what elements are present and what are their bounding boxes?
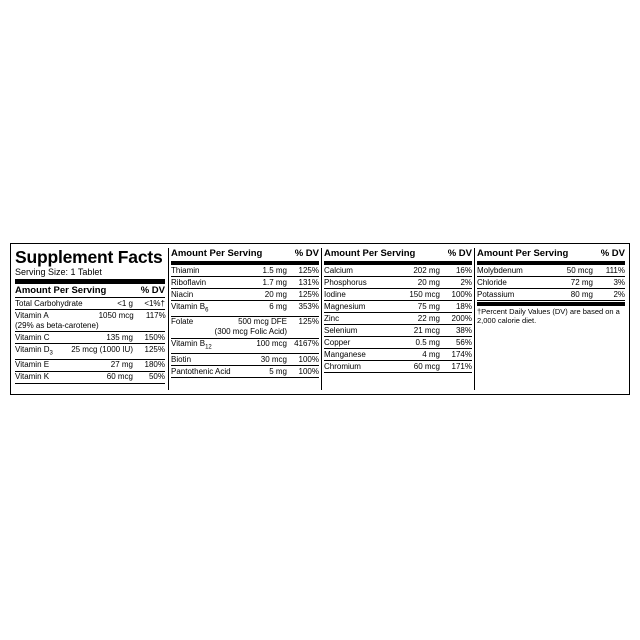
nutrient-name (477, 290, 571, 300)
nutrient-amount-text: 30 mcg (260, 354, 287, 364)
nutrient-row (15, 344, 165, 360)
nutrient-name (171, 367, 269, 377)
nutrient-dv: 50% (148, 372, 165, 382)
nutrient-row (477, 277, 625, 289)
nutrient-row (15, 372, 165, 384)
nutrient-name-text: Thiamin (171, 265, 200, 275)
nutrient-amount (261, 355, 291, 365)
nutrient-amount (416, 338, 444, 348)
nutrient-amount (414, 362, 444, 372)
column-divider (168, 248, 169, 390)
serving-size: Serving Size: 1 Tablet (15, 267, 102, 277)
nutrient-amount-text: 135 mg (106, 332, 133, 342)
dv-header: % DV (294, 248, 319, 259)
amount-header: Amount Per Serving (324, 248, 416, 259)
nutrient-amount-text: 202 mg (413, 265, 440, 275)
nutrient-name (171, 339, 256, 353)
nutrient-name (15, 372, 107, 382)
nutrient-amount-text: 27 mg (110, 360, 133, 370)
nutrient-name-text: Vitamin A (15, 310, 49, 320)
nutrient-amount-text: 50 mcg (566, 265, 593, 275)
nutrient-list (324, 265, 472, 373)
nutrient-amount (571, 278, 597, 288)
nutrient-row (15, 360, 165, 372)
nutrient-amount (106, 333, 137, 343)
label-title: Supplement Facts (15, 247, 163, 267)
nutrient-amount-text: 1.7 mg (262, 277, 287, 287)
nutrient-row (171, 277, 319, 289)
nutrient-row (171, 354, 319, 366)
footnote: †Percent Daily Values (DV) are based on a 2,000 calorie diet. (477, 307, 620, 325)
nutrient-dv: 111% (605, 265, 625, 275)
nutrient-name-text: Magnesium (324, 301, 366, 311)
nutrient-amount (409, 290, 444, 300)
nutrient-name-text: Copper (324, 337, 351, 347)
nutrient-name (171, 355, 261, 365)
nutrient-row (15, 332, 165, 344)
nutrient-name-text: Iodine (324, 289, 346, 299)
nutrient-name-text: Niacin (171, 289, 194, 299)
nutrient-amount (107, 372, 137, 382)
nutrient-name-text: Vitamin C (15, 332, 50, 342)
nutrient-name (324, 362, 414, 372)
nutrient-amount (269, 367, 291, 377)
nutrient-dv: 56% (455, 337, 472, 347)
nutrient-dv: 200% (451, 313, 472, 323)
nutrient-dv: 18% (455, 301, 472, 311)
nutrient-row (171, 339, 319, 355)
amount-header: Amount Per Serving (171, 248, 263, 259)
nutrient-dv: 16% (455, 265, 472, 275)
nutrient-note: (300 mcg Folic Acid) (214, 327, 287, 337)
nutrient-amount (269, 302, 291, 316)
nutrient-amount-text: 100 mcg (256, 339, 287, 349)
nutrient-amount-text: 22 mg (417, 313, 440, 323)
nutrient-amount (263, 278, 291, 288)
nutrient-amount (111, 360, 137, 370)
nutrient-name-text: Vitamin K (15, 372, 50, 382)
nutrient-amount (571, 290, 597, 300)
column-4 (477, 248, 625, 390)
nutrient-name (324, 326, 414, 336)
nutrient-amount (263, 266, 291, 276)
nutrient-name-text: Vitamin E (15, 360, 50, 370)
nutrient-name-text: Vitamin B (171, 339, 206, 349)
nutrient-amount-text: 1050 mcg (98, 310, 134, 320)
nutrient-dv: 125% (298, 289, 319, 299)
nutrient-dv: 4167% (294, 339, 319, 349)
nutrient-dv: 174% (451, 349, 472, 359)
nutrient-row (324, 289, 472, 301)
nutrient-name (324, 302, 418, 312)
nutrient-dv: 2% (613, 289, 625, 299)
nutrient-amount-text: 20 mg (264, 289, 287, 299)
column-header (15, 285, 165, 298)
nutrient-name-text: Total Carbohydrate (15, 298, 83, 308)
nutrient-name-text: Selenium (324, 325, 358, 335)
nutrient-amount (422, 350, 444, 360)
column-divider (321, 248, 322, 390)
nutrient-subscript: 3 (49, 350, 53, 357)
nutrient-name (15, 299, 117, 309)
nutrient-dv: 100% (451, 289, 472, 299)
nutrient-dv: 3% (613, 277, 625, 287)
nutrient-list (15, 298, 165, 384)
nutrient-name-text: Manganese (324, 349, 366, 359)
nutrient-name-text: Potassium (477, 289, 515, 299)
nutrient-name (477, 266, 567, 276)
nutrient-name (171, 278, 263, 288)
nutrient-amount-text: 150 mcg (409, 289, 440, 299)
column-header (324, 248, 472, 265)
nutrient-dv: 171% (451, 361, 472, 371)
nutrient-dv: 125% (298, 317, 319, 327)
dv-header: % DV (447, 248, 472, 259)
nutrient-dv: 125% (298, 265, 319, 275)
nutrient-name-text: Vitamin D (15, 344, 50, 354)
nutrient-amount-text: 20 mg (417, 277, 440, 287)
thick-divider (15, 279, 165, 284)
nutrient-row (477, 265, 625, 277)
nutrient-list (171, 265, 319, 378)
nutrient-row (324, 361, 472, 373)
nutrient-amount (414, 326, 444, 336)
nutrient-row (171, 265, 319, 277)
amount-header: Amount Per Serving (15, 285, 107, 296)
nutrient-amount (99, 311, 138, 331)
nutrient-amount-text: 4 mg (422, 349, 440, 359)
nutrient-amount-text: 0.5 mg (415, 337, 440, 347)
nutrient-amount-text: 75 mg (417, 301, 440, 311)
nutrient-row (324, 277, 472, 289)
nutrient-amount-text: 21 mcg (413, 325, 440, 335)
nutrient-name-text: Chromium (324, 361, 361, 371)
dv-header: % DV (600, 248, 625, 259)
nutrient-subscript: 6 (205, 307, 209, 314)
nutrient-amount-text: 80 mg (570, 289, 593, 299)
column-3 (324, 248, 472, 390)
amount-header: Amount Per Serving (477, 248, 569, 259)
nutrient-amount (117, 299, 137, 309)
nutrient-row (15, 298, 165, 310)
nutrient-dv: 180% (144, 360, 165, 370)
nutrient-amount-text: <1 g (117, 298, 133, 308)
nutrient-name-text: Folate (171, 317, 194, 327)
nutrient-name (477, 278, 571, 288)
column-2 (171, 248, 319, 390)
nutrient-name (15, 345, 71, 359)
nutrient-name (324, 290, 409, 300)
nutrient-dv: 131% (298, 277, 319, 287)
nutrient-name (324, 266, 413, 276)
nutrient-name (171, 317, 215, 337)
nutrient-list (477, 265, 625, 301)
nutrient-name (171, 266, 263, 276)
nutrient-dv: 125% (144, 344, 165, 354)
nutrient-name (324, 350, 422, 360)
nutrient-amount-text: 60 mcg (413, 361, 440, 371)
nutrient-name-text: Biotin (171, 354, 192, 364)
nutrient-name (171, 302, 269, 316)
nutrient-dv: 353% (298, 301, 319, 311)
nutrient-amount (71, 345, 137, 359)
nutrient-row (324, 301, 472, 313)
nutrient-amount-text: 5 mg (269, 366, 287, 376)
nutrient-row (171, 317, 319, 339)
nutrient-row (324, 313, 472, 325)
nutrient-amount (413, 266, 444, 276)
dv-header: % DV (140, 285, 165, 296)
nutrient-dv: 100% (298, 366, 319, 376)
nutrient-amount (256, 339, 291, 353)
supplement-facts-label (10, 243, 630, 395)
nutrient-row (324, 325, 472, 337)
nutrient-amount-text: 500 mcg DFE (238, 317, 287, 327)
nutrient-amount (265, 290, 291, 300)
nutrient-amount-text: 60 mcg (106, 372, 133, 382)
nutrient-dv: 38% (455, 325, 472, 335)
nutrient-name-text: Riboflavin (171, 277, 207, 287)
nutrient-name-text: Vitamin B (171, 301, 206, 311)
nutrient-name-text: Calcium (324, 265, 353, 275)
nutrient-row (171, 366, 319, 378)
nutrient-row (171, 301, 319, 317)
nutrient-amount (418, 314, 444, 324)
column-header (477, 248, 625, 265)
nutrient-dv: 150% (144, 332, 165, 342)
nutrient-amount-text: 1.5 mg (262, 265, 287, 275)
nutrient-row (477, 289, 625, 301)
nutrient-row (324, 265, 472, 277)
nutrient-amount (215, 317, 291, 337)
column-header (171, 248, 319, 265)
nutrient-amount (567, 266, 597, 276)
nutrient-subscript: 12 (205, 344, 212, 351)
nutrient-name (15, 360, 111, 370)
nutrient-name-text: Phosphorus (324, 277, 367, 287)
column-1 (15, 248, 165, 390)
nutrient-name (324, 278, 418, 288)
nutrient-amount-text: 72 mg (570, 277, 593, 287)
nutrient-row (15, 310, 165, 332)
nutrient-dv: <1%† (144, 298, 165, 308)
nutrient-row (324, 337, 472, 349)
nutrient-name-text: Zinc (324, 313, 340, 323)
column-divider (474, 248, 475, 390)
nutrient-name-text: Molybdenum (477, 265, 523, 275)
nutrient-amount-text: 6 mg (269, 301, 287, 311)
nutrient-name (324, 338, 416, 348)
nutrient-row (171, 289, 319, 301)
nutrient-amount (418, 278, 444, 288)
nutrient-name (15, 311, 99, 331)
nutrient-note: (29% as beta-carotene) (15, 320, 99, 330)
thick-divider (477, 302, 625, 306)
nutrient-name-text: Pantothenic Acid (171, 366, 231, 376)
nutrient-dv: 2% (460, 277, 472, 287)
nutrient-name (15, 333, 106, 343)
nutrient-name-text: Chloride (477, 277, 507, 287)
nutrient-dv: 100% (298, 354, 319, 364)
nutrient-name (324, 314, 418, 324)
nutrient-dv: 117% (145, 310, 166, 320)
nutrient-name (171, 290, 265, 300)
nutrient-amount-text: 25 mcg (1000 IU) (71, 344, 133, 354)
nutrient-amount (418, 302, 444, 312)
nutrient-row (324, 349, 472, 361)
